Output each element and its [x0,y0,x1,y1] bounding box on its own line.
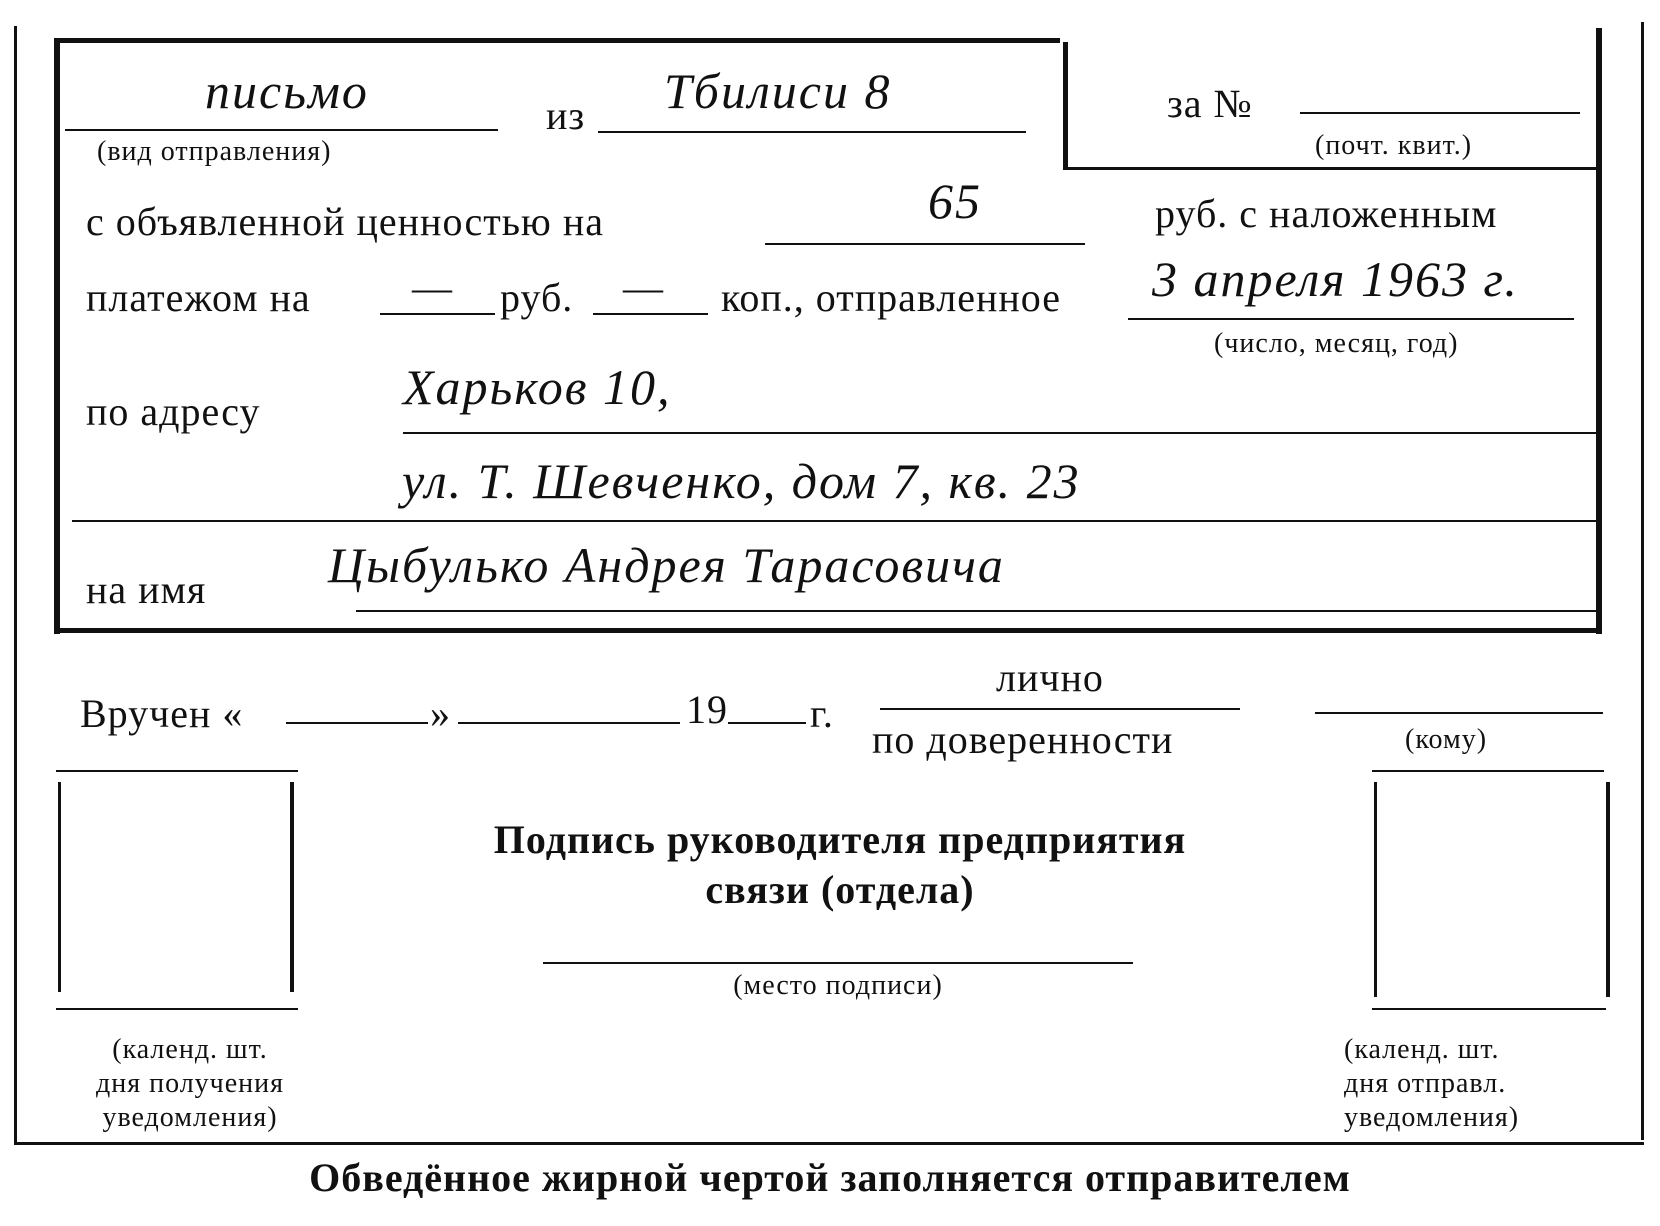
address-line1-underline [403,432,1598,434]
recipient-name-value: Цыбулько Андрея Тарасовича [328,537,1005,593]
address-line2-value: ул. Т. Шевченко, дом 7, кв. 23 [402,453,1081,509]
outer-frame-right [1641,22,1644,1140]
right-stamp-left [1374,782,1377,997]
right-stamp-caption-3: уведомления) [1344,1102,1520,1133]
from-prefix-label: из [546,93,586,138]
delivered-label: Вручен « [80,691,244,736]
delivered-day-underline [286,722,428,724]
bold-frame-receipt-bottom [1063,167,1600,170]
send-type-underline [65,129,498,131]
declared-value-label: с объявленной ценностью на [86,199,604,244]
date-caption: (число, месяц, год) [1214,328,1459,359]
rub-label: руб. [500,275,574,320]
signature-title-line1: Подпись руководителя предприятия [493,817,1187,862]
year-underline [728,722,806,724]
left-stamp-left [58,782,61,992]
payment-rub-underline [380,313,495,315]
kop-sent-label: коп., отправленное [721,275,1062,320]
recipient-name-underline [356,610,1596,612]
outer-frame-left [14,26,17,1144]
signature-line [543,962,1133,964]
left-stamp-caption-2: дня получения [95,1068,285,1099]
left-stamp-caption-1: (календ. шт. [112,1034,268,1065]
by-proxy-option: по доверенности [872,717,1174,762]
bold-frame-top [54,38,1060,43]
left-stamp-right [290,782,294,992]
to-whom-caption: (кому) [1405,724,1488,755]
payment-label: платежом на [86,275,311,320]
bold-frame-left [54,38,60,634]
left-stamp-top [56,770,298,772]
address-line1-value: Харьков 10, [403,359,672,415]
name-label: на имя [86,567,207,612]
address-line2-underline [72,520,1598,522]
left-stamp-bottom [56,1008,298,1010]
receipt-prefix-label: за № [1167,81,1253,126]
receipt-caption: (почт. квит.) [1315,130,1473,161]
bold-frame-right [1596,28,1602,634]
from-city-value: Тбилиси 8 [664,63,892,119]
from-city-underline [598,131,1026,133]
send-type-value: письмо [205,63,369,119]
delivery-fraction-line [880,708,1240,710]
outer-frame-bottom [14,1142,1644,1145]
footer-note: Обведённое жирной чертой заполняется отправителем [309,1155,1351,1200]
left-stamp-caption-3: уведомления) [102,1102,278,1133]
right-stamp-top [1372,770,1604,772]
payment-kop-underline [593,313,708,315]
right-stamp-right [1606,782,1610,997]
year-suffix: г. [810,691,834,736]
sent-date-underline [1128,318,1574,320]
signature-place-caption: (место подписи) [733,970,943,1001]
declared-value: 65 [928,173,982,229]
declared-value-underline [765,243,1085,245]
right-stamp-bottom [1372,1008,1606,1010]
sent-date-value: 3 апреля 1963 г. [1152,251,1519,307]
address-label: по адресу [86,389,261,434]
right-stamp-caption-2: дня отправл. [1344,1068,1507,1099]
payment-kop-value: — [623,265,664,310]
personally-option: лично [996,655,1104,700]
signature-title-line2: связи (отдела) [705,867,975,912]
delivered-month-underline [458,722,680,724]
to-whom-underline [1315,712,1603,714]
cod-label: руб. с наложенным [1155,191,1498,236]
bold-frame-divider [1063,42,1068,170]
delivered-quote-close: » [430,691,451,736]
right-stamp-caption-1: (календ. шт. [1344,1034,1500,1065]
receipt-underline [1300,112,1580,114]
year-label: 19 [686,687,728,732]
payment-rub-value: — [412,265,453,310]
bold-frame-bottom [54,628,1602,633]
send-type-caption: (вид отправления) [97,136,332,167]
